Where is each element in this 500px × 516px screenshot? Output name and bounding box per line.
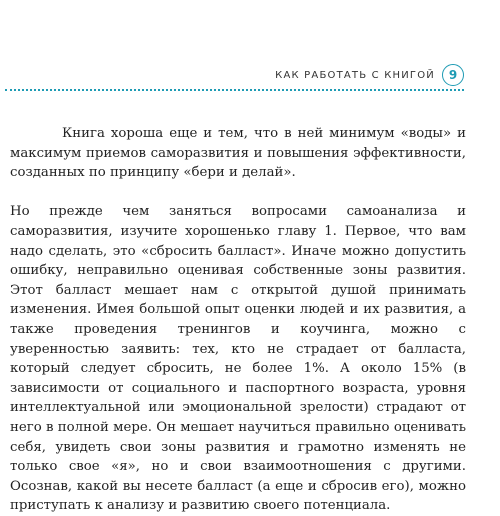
chapter-title: КАК РАБОТАТЬ С КНИГОЙ — [275, 69, 435, 81]
paragraph-main: Но прежде чем заняться вопросами самоанализа и саморазвития, изучите хорошенько главу 1. Первое, что вам надо сделать, это «сбросить балласт». Иначе можно допустить ошибку, неправильно оценивая собственные зоны развития. Этот балласт мешает нам с открытой душой принимать изменения. Имея большой опыт оценки людей и их развития, а также проведения тренингов и коучинга, можно с уверенностью заявить: тех, кто не страдает от балласта, который следует сбросить, не более 1%. А около 15% (в зависимости от социального и паспортного возраста, уровня интеллектуальной или эмоциональной зрелости) страдают от него в полной мере. Он мешает научиться правильно оценивать себя, увидеть свои зоны развития и грамотно изменять не только свое «я», но и свои взаимоотношения с другими. Осознав, какой вы несете балласт (а еще и сбросив его), можно приступать к анализу и развитию своего потенциала. — [10, 204, 466, 514]
page-number: 9 — [442, 64, 464, 86]
dotted-divider — [5, 89, 464, 91]
running-header — [275, 64, 464, 86]
paragraph-intro: Книга хороша еще и тем, что в ней минимум «воды» и максимум приемов саморазвития и повышения эффективности, созданных по принципу «бери и делай». — [10, 126, 466, 181]
body-text — [10, 124, 466, 516]
